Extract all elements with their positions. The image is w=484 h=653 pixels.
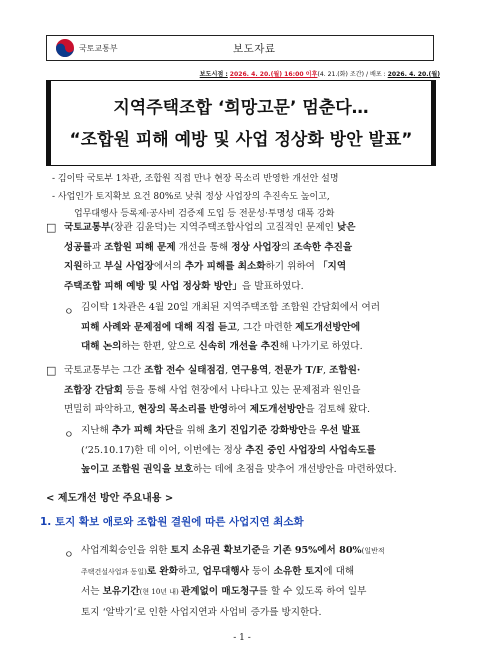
paragraph-1: 국토교통부(장관 김윤덕)는 지역주택조합사업의 고질적인 문제인 낮은 성공률과 조합원 피해 문제 개선을 통해 정상 사업장의 조속한 추진을 지원하고 부실 사업장에서의 추가 피해를 최소화하기 위하여 「지역 주택조합 피해 예방 및 사업 정상화 방안」을 발표하였다.: [64, 222, 356, 292]
release-date: 2026. 4. 20.(월): [387, 71, 440, 78]
square-bullet-icon: □: [46, 221, 57, 234]
ministry-name: 국토교통부: [79, 43, 118, 53]
circle-bullet-icon: ㅇ: [64, 307, 74, 318]
section-heading: < 제도개선 방안 주요내용 >: [46, 493, 174, 504]
embargo-sep: / 배포 :: [364, 71, 388, 78]
square-bullet-icon: □: [46, 364, 57, 377]
circle-bullet-icon: ㅇ: [64, 430, 74, 441]
paragraph-2: 김이탁 1차관은 4월 20일 개최된 지역주택조합 조합원 간담회에서 여러 피해 사례와 문제점에 대해 직접 듣고, 그간 마련한 제도개선방안에 대해 논의하는 한편, 앞으로 신속히 개선을 추진해 나가기로 하였다.: [81, 302, 381, 352]
paragraph-3: 국토교통부는 그간 조합 전수 실태점검, 연구용역, 전문가 T/F, 조합원· 조합장 간담회 등을 통해 사업 현장에서 나타나고 있는 문제점과 원인을 면밀히 파악하고, 현장의 목소리를 반영하여 제도개선방안을 검토해 왔다.: [64, 365, 371, 415]
page-number: - 1 -: [233, 633, 251, 643]
subtitle-item: 업무대행사 등록제·공사비 검증제 도입 등 전문성·투명성 대폭 강화: [74, 209, 335, 219]
title-box: [46, 80, 436, 166]
title-line-1: 지역주택조합 ‘희망고문’ 멈춘다…: [113, 98, 369, 118]
paragraph-4: 지난해 추가 피해 차단을 위해 초기 진입기준 강화방안을 우선 발표 (‘25.10.17)한 데 이어, 이번에는 정상 추진 중인 사업장의 사업속도를 높이고 조합원 권익을 보호하는 데에 초점을 맞추어 개선방안을 마련하였다.: [81, 425, 397, 475]
header-box: [46, 35, 434, 61]
circle-bullet-icon: ㅇ: [64, 550, 74, 561]
title-line-2: “조합원 피해 예방 및 사업 정상화 방안 발표”: [69, 130, 413, 150]
section-1-heading: 1. 토지 확보 애로와 조합원 결원에 따른 사업지연 최소화: [40, 516, 304, 528]
doc-type-label: 보도자료: [233, 43, 276, 55]
embargo-line: [200, 69, 440, 78]
embargo-time: 2026. 4. 20.(월) 16:00 이후: [229, 71, 318, 78]
embargo-time-note: (4. 21.(화) 조간): [317, 71, 365, 78]
paragraph-5: 사업계획승인을 위한 토지 소유권 확보기준을 기존 95%에서 80%(일반적 주택건설사업과 동일)로 완화하고, 업무대행사 등이 소유한 토지에 대해 서는 보유기간(현 10년 내) 관계없이 매도청구를 할 수 있도록 하여 일부 토지 ‘알박기’로 인한 사업지연과 사업비 증가를 방지한다.: [81, 545, 385, 618]
subtitle-item: - 김이탁 국토부 1차관, 조합원 직접 만나 현장 목소리 반영한 개선안 설명: [52, 174, 339, 184]
embargo-label: 보도시점 :: [199, 71, 228, 78]
subtitle-item: - 사업인가 토지확보 요건 80%로 낮춰 정상 사업장의 추진속도 높이고,: [52, 191, 330, 202]
taegeuk-logo-icon: [55, 38, 75, 58]
subtitle-list: [52, 171, 442, 224]
ministry-logo: [55, 38, 155, 58]
